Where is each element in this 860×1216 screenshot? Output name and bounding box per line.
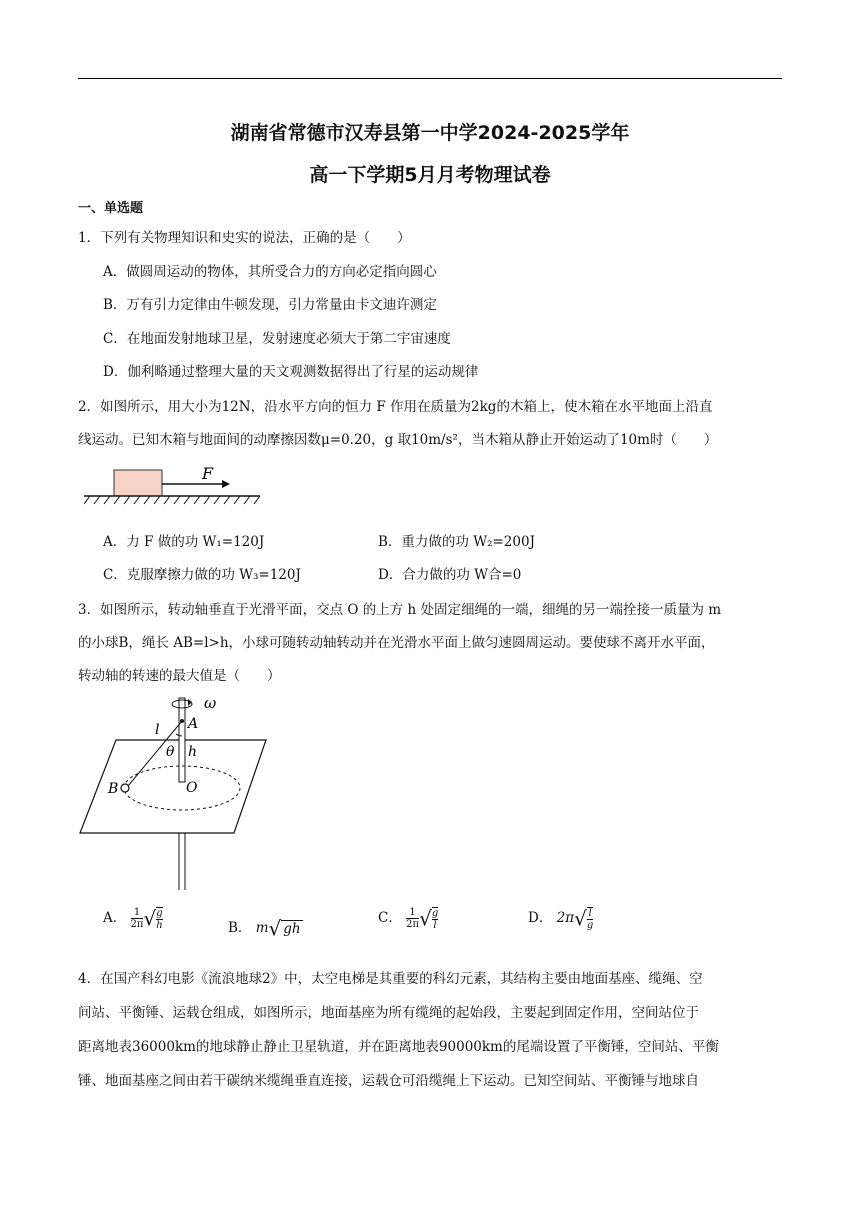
q2-figure (84, 462, 264, 510)
q4-line1: 4．在国产科幻电影《流浪地球2》中，太空电梯是其重要的科幻元素，其结构主要由地面基座、缆绳、空 (78, 971, 703, 987)
q4-line4: 锤、地面基座之间由若干碳纳米缆绳垂直连接，运载仓可沿缆绳上下运动。已知空间站、平衡锤与地球自 (78, 1073, 699, 1089)
section-heading: 一、单选题 (78, 201, 144, 216)
label-omega: ω (204, 694, 217, 712)
q2-option-b: B．重力做的功 W₂=200J (378, 534, 535, 550)
rotation-axis (179, 698, 185, 782)
q3-option-a: A． $\frac{1}{2\pi}$ √ $\frac{g}{h}$ (103, 906, 163, 931)
q3-stem-line2: 的小球B，绳长 AB=l>h，小球可随转动轴转动并在光滑水平面上做匀速圆周运动。要使球不离开水平面， (78, 635, 715, 651)
q4-line3: 距离地表36000km的地球静止静止卫星轨道，并在距离地表90000km的尾端设置了平衡锤，空间站、平衡 (78, 1039, 719, 1055)
label-a: A (188, 716, 199, 732)
wooden-box (114, 470, 162, 496)
q1-stem: 1．下列有关物理知识和史实的说法，正确的是（ ） (78, 230, 411, 246)
label-b: B (108, 781, 119, 797)
q4-line2: 间站、平衡锤、运载仓组成，如图所示，地面基座为所有缆绳的起始段，主要起到固定作用，空间站位于 (78, 1005, 699, 1021)
force-label: F (202, 464, 214, 483)
page-subtitle: 高一下学期5月月考物理试卷 (309, 164, 551, 186)
q1-option-d: D．伽利略通过整理大量的天文观测数据得出了行星的运动规律 (103, 364, 479, 380)
page-title: 湖南省常德市汉寿县第一中学2024-2025学年 (230, 122, 630, 144)
q3-figure (76, 688, 276, 893)
q3-option-c: C． $\frac{1}{2\pi}$ √ $\frac{g}{l}$ (378, 906, 439, 931)
q3-option-b: B． m√ gh (228, 916, 301, 941)
q2-stem-line1: 2．如图所示，用大小为12N，沿水平方向的恒力 F 作用在质量为2kg的木箱上，使木箱在水平地面上沿直 (78, 399, 713, 415)
q1-option-b: B．万有引力定律由牛顿发现，引力常量由卡文迪许测定 (103, 297, 437, 313)
q3-option-d: D． 2π√ $\frac{l}{g}$ (528, 906, 594, 931)
header-rule (78, 78, 782, 79)
q2-stem-line2: 线运动。已知木箱与地面间的动摩擦因数μ=0.20，g 取10m/s²，当木箱从静止开始运动了10m时（ ） (78, 432, 718, 448)
label-o: O (186, 780, 198, 796)
q2-option-a: A．力 F 做的功 W₁=120J (103, 534, 265, 550)
q1-option-a: A．做圆周运动的物体，其所受合力的方向必定指向圆心 (103, 264, 437, 280)
label-theta: θ (166, 744, 175, 760)
q2-option-d: D．合力做的功 W合=0 (378, 567, 522, 583)
label-h: h (188, 744, 198, 760)
q1-option-c: C．在地面发射地球卫星，发射速度必须大于第二宇宙速度 (103, 331, 451, 347)
q3-stem-line3: 转动轴的转速的最大值是（ ） (78, 668, 281, 684)
ball-b (121, 784, 129, 792)
q3-stem-line1: 3．如图所示，转动轴垂直于光滑平面，交点 O 的上方 h 处固定细绳的一端，细绳的另一端拴接一质量为 m (78, 602, 722, 618)
q2-option-c: C．克服摩擦力做的功 W₃=120J (103, 567, 301, 583)
label-l: l (155, 722, 160, 738)
